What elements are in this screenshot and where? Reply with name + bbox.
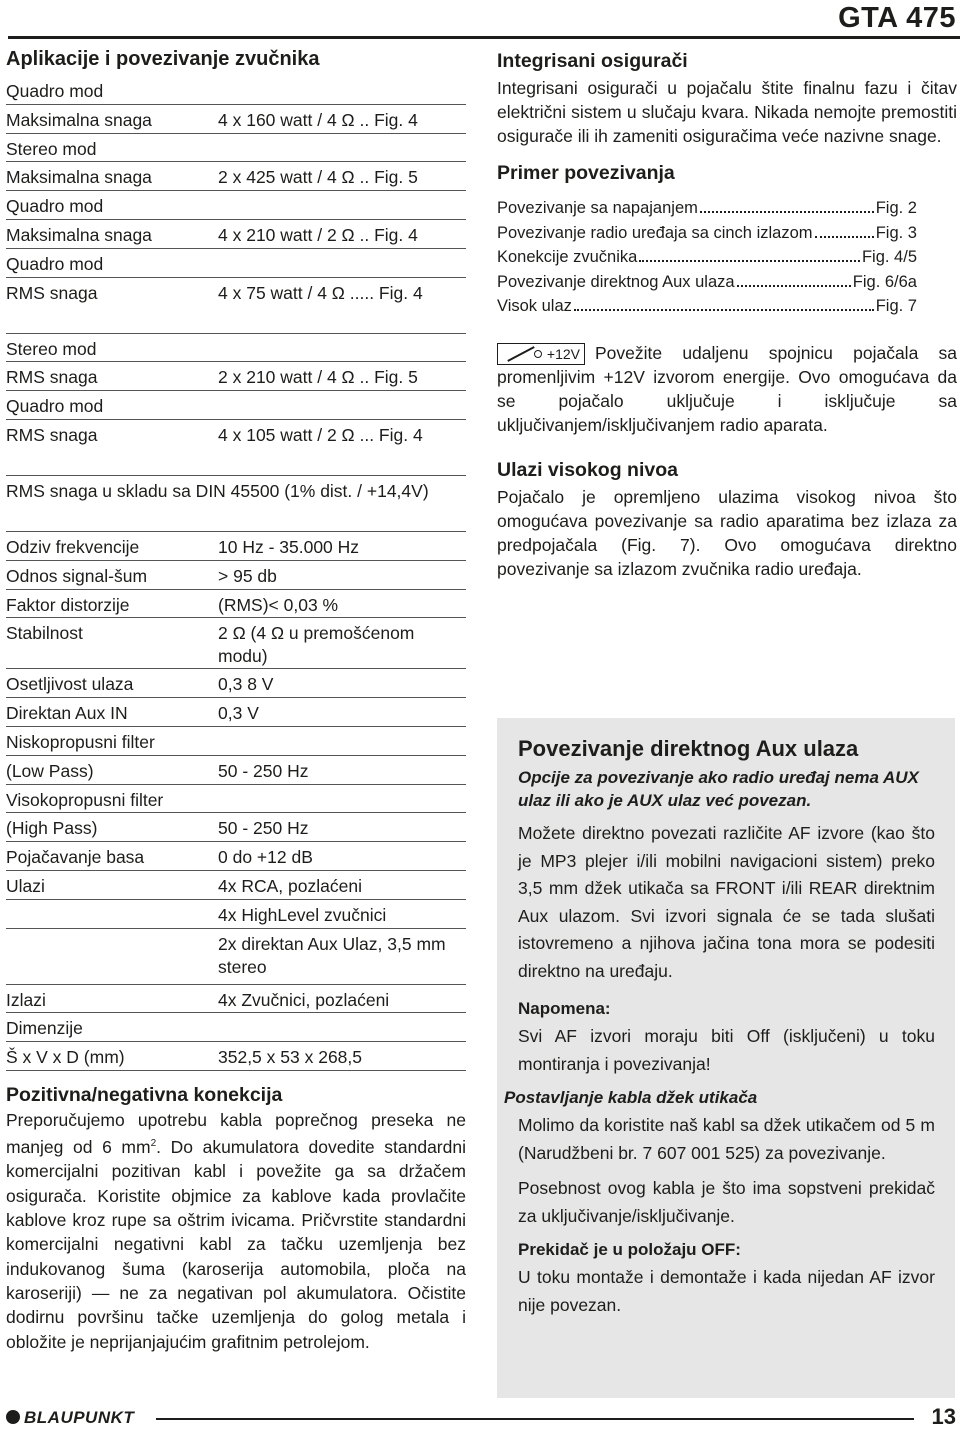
spec-label: (High Pass) (6, 818, 98, 839)
spec-label: Visokopropusni filter (6, 789, 164, 810)
spec-row (6, 1042, 466, 1071)
connection-example-label: Povezivanje sa napajanjem (497, 199, 698, 217)
fuses-title: Integrisani osigurači (497, 50, 688, 72)
connection-examples-list (497, 196, 917, 319)
remote-text: Povežite udaljenu spojnicu pojačala sa promenljivim +12V izvorom energije. Ovo omogućava da se pojačalo uključuje i isključuje sa uključivanjem/isključivanjem radio aparata. (497, 342, 957, 435)
connection-example-item (497, 245, 917, 270)
spec-value: 2 x 210 watt / 4 Ω .. Fig. 5 (218, 367, 418, 388)
spec-row (6, 756, 466, 785)
spec-label: Š x V x D (mm) (6, 1047, 125, 1068)
spec-label: RMS snaga u skladu sa DIN 45500 (1% dist. / +14,4V) (6, 480, 429, 501)
remote-plug-icon: +12V (497, 343, 585, 365)
connection-example-label: Visok ulaz (497, 297, 572, 315)
spec-label: Quadro mod (6, 396, 104, 417)
connection-example-ref: Fig. 3 (875, 223, 917, 242)
spec-row (6, 278, 466, 334)
spec-label: Pojačavanje basa (6, 847, 145, 868)
cable-text-1: Molimo da koristite naš kabl sa džek utikačem od 5 m (Narudžbeni br. 7 607 001 525) za povezivanje. (518, 1115, 935, 1163)
spec-label: Quadro mod (6, 253, 104, 274)
model-title: GTA 475 (838, 2, 956, 34)
spec-row (6, 813, 466, 842)
spec-row (6, 727, 466, 756)
spec-row (6, 249, 466, 278)
spec-label: Odnos signal-šum (6, 565, 148, 586)
connection-example-ref: Fig. 7 (875, 297, 917, 315)
spec-row (6, 220, 466, 249)
cable-text-2: Posebnost ovog kabla je što ima sopstveni prekidač za uključivanje/isključivanje. (518, 1178, 935, 1226)
specifications-title: Aplikacije i povezivanje zvučnika (6, 48, 320, 70)
spec-label: RMS snaga (6, 367, 98, 388)
page-number: 13 (931, 1404, 956, 1429)
switch-text: U toku montaže i demontaže i kada nijedan AF izvor nije povezan. (518, 1267, 935, 1315)
spec-label: Niskopropusni filter (6, 731, 155, 752)
spec-label: Dimenzije (6, 1018, 83, 1039)
spec-label: Osetljivost ulaza (6, 674, 134, 695)
spec-value: 4 x 160 watt / 4 Ω .. Fig. 4 (218, 109, 418, 130)
footer-divider (156, 1418, 914, 1420)
pos-neg-title: Pozitivna/negativna konekcija (6, 1084, 283, 1106)
spec-label: Maksimalna snaga (6, 224, 152, 245)
connection-example-item (497, 294, 917, 319)
fuses-text: Integrisani osigurači u pojačalu štite finalnu fazu i čitav električni sistem u slučaju kvara. Nikada nemojte premostiti osigurače ili ih zameniti osiguračima veće nazivne snage. (497, 78, 957, 146)
spec-label: RMS snaga (6, 424, 98, 445)
spec-row (6, 871, 466, 900)
spec-value: 50 - 250 Hz (218, 818, 309, 839)
spec-label: Stereo mod (6, 138, 97, 159)
spec-row (6, 420, 466, 476)
spec-label: Quadro mod (6, 81, 104, 101)
spec-row (6, 105, 466, 134)
spec-label: Odziv frekvencije (6, 536, 140, 557)
leader-dots (574, 309, 874, 311)
leader-dots (815, 236, 874, 238)
spec-row (6, 334, 466, 363)
switch-title: Prekidač je u položaju OFF: (518, 1240, 741, 1259)
specifications-table (6, 76, 466, 1071)
spec-row (6, 929, 466, 985)
connection-example-label: Povezivanje radio uređaja sa cinch izlazom (497, 223, 813, 242)
aux-box-title: Povezivanje direktnog Aux ulaza (518, 736, 859, 761)
aux-box-subtitle: Opcije za povezivanje ako radio uređaj nema AUX ulaz ili ako je AUX ulaz već povezan. (518, 768, 919, 810)
spec-row (6, 162, 466, 191)
note-title: Napomena: (518, 999, 611, 1018)
connection-example-ref: Fig. 4/5 (861, 248, 917, 266)
spec-row (6, 669, 466, 698)
spec-row (6, 134, 466, 163)
connection-example-ref: Fig. 6/6a (852, 272, 917, 291)
spec-value: > 95 db (218, 565, 277, 586)
specifications-section (6, 46, 466, 1071)
spec-row (6, 1013, 466, 1042)
spec-row (6, 842, 466, 871)
spec-value: 0 do +12 dB (218, 847, 313, 868)
connection-example-label: Povezivanje direktnog Aux ulaza (497, 272, 735, 291)
connection-examples-title: Primer povezivanja (497, 162, 675, 184)
spec-value: 4 x 105 watt / 2 Ω ... Fig. 4 (218, 424, 423, 445)
leader-dots (700, 211, 874, 213)
connection-example-item (497, 221, 917, 246)
spec-row (6, 985, 466, 1014)
spec-row (6, 532, 466, 561)
spec-label: Stabilnost (6, 623, 83, 644)
spec-label (6, 933, 218, 984)
high-level-text: Pojačalo je opremljeno ulazima visokog nivoa što omogućava povezivanje sa radio aparatima bez izlaza za predpojačala (Fig. 7). Ovo omogućava direktno povezivanje sa izlazom zvučnika radio uređaja. (497, 486, 957, 579)
spec-row (6, 900, 466, 929)
brand-logo: BLAUPUNKT (6, 1408, 134, 1428)
spec-row (6, 391, 466, 420)
model-header (8, 2, 960, 39)
remote-text-para (497, 341, 957, 437)
spec-label: RMS snaga (6, 282, 98, 303)
note-text: Svi AF izvori moraju biti Off (isključeni) u toku montiranja i povezivanja! (518, 1026, 935, 1074)
spec-value: 2x direktan Aux Ulaz, 3,5 mm stereo (218, 933, 446, 977)
connection-example-label: Konekcije zvučnika (497, 248, 638, 266)
pos-neg-section (6, 1082, 466, 1354)
spec-value: 4 x 210 watt / 2 Ω .. Fig. 4 (218, 224, 418, 245)
spec-label: Stereo mod (6, 338, 97, 359)
leader-dots (639, 260, 860, 262)
spec-value: 4 x 75 watt / 4 Ω ..... Fig. 4 (218, 282, 423, 303)
spec-row (6, 698, 466, 727)
spec-label: Quadro mod (6, 196, 104, 217)
connection-example-item (497, 270, 917, 295)
spec-row (6, 76, 466, 105)
aux-box-text: Možete direktno povezati različite AF izvore (kao što je MP3 plejer i/ili mobilni navigacioni sistem) preko 3,5 mm džek utikača sa FRONT i/ili REAR direktnim Aux ulazom. Svi izvori signala će se tada slušati istovremeno a njihova jačina tona mora se podesiti direktno na uređaju. (518, 823, 935, 981)
spec-row (6, 561, 466, 590)
spec-label: Ulazi (6, 875, 45, 896)
spec-value: 352,5 x 53 x 268,5 (218, 1047, 362, 1068)
spec-value: 4x HighLevel zvučnici (218, 904, 387, 925)
spec-label: Izlazi (6, 989, 46, 1010)
pos-neg-text: Preporučujemo upotrebu kabla poprečnog preseka ne manjeg od 6 $mm^2$. Do akumulatora dovedite standardni komercijalni pozitivan kabl i povežite ga sa držačem osigurača. Koristite objmice za kablove kada provlačite kablove kroz rupe sa oštrim ivicama. Pričvrstite standardni komercijalni negativni kabl za tačku uzemljenja bez indukovanog šuma (karoserija automobila, ploča na karoseriji) — ne za negativan pol akumulatora. Očistite dodirnu površinu tačke uzemljenja do golog metala i obložite je neprijanjajućim grafitnim petrolejom. (6, 1110, 466, 1352)
spec-label: Faktor distorzije (6, 594, 130, 615)
spec-label (6, 904, 218, 928)
connection-example-ref: Fig. 2 (875, 199, 917, 217)
spec-row (6, 362, 466, 391)
high-level-title: Ulazi visokog nivoa (497, 458, 678, 481)
spec-row (6, 785, 466, 814)
spec-row (6, 191, 466, 220)
spec-label: Maksimalna snaga (6, 167, 152, 188)
spec-value: (RMS)< 0,03 % (218, 594, 339, 615)
spec-value: 2 Ω (4 Ω u premošćenom modu) (218, 623, 415, 667)
spec-value: 10 Hz - 35.000 Hz (218, 536, 360, 557)
page-footer (6, 1404, 956, 1428)
spec-label: Maksimalna snaga (6, 109, 152, 130)
spec-label: Direktan Aux IN (6, 703, 128, 724)
spec-value: 2 x 425 watt / 4 Ω .. Fig. 5 (218, 167, 418, 188)
spec-value: 50 - 250 Hz (218, 760, 309, 781)
connection-example-item (497, 196, 917, 221)
leader-dots (737, 285, 851, 287)
spec-row (6, 590, 466, 619)
brand-dot-icon (6, 1410, 20, 1424)
spec-row (6, 618, 466, 669)
spec-value: 0,3 8 V (218, 674, 274, 695)
spec-value: 4x Zvučnici, pozlaćeni (218, 989, 390, 1010)
cable-title: Postavljanje kabla džek utikača (504, 1088, 758, 1107)
remote-section (497, 341, 957, 437)
spec-label: (Low Pass) (6, 760, 94, 781)
aux-info-box (497, 718, 955, 1398)
spec-row (6, 476, 466, 532)
right-column (497, 48, 957, 581)
spec-value: 0,3 V (218, 703, 259, 724)
spec-value: 4x RCA, pozlaćeni (218, 875, 362, 896)
